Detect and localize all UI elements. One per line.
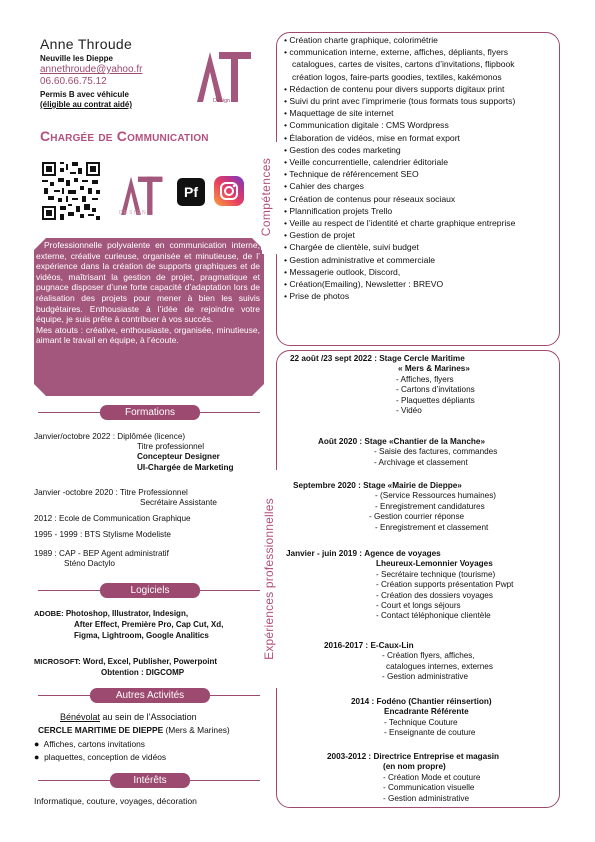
exp2-title: Stage «Chantier de la Manche»	[364, 437, 485, 446]
exp7-date: 2003-2012 :	[327, 752, 372, 761]
formation-1989-l2: Sténo Dactylo	[64, 559, 115, 569]
formation-2022-l1: Diplômée (licence)	[117, 432, 186, 441]
job-title: Chargée de Communication	[40, 128, 209, 144]
top-logo	[193, 46, 253, 112]
exp4-item: - Secrétaire technique (tourisme)	[376, 569, 496, 579]
microsoft-line-2: Obtention : DIGCOMP	[101, 668, 185, 677]
competence-item: • Maquettage de site internet	[284, 107, 558, 119]
experience-cercle-maritime	[290, 354, 475, 416]
competence-item: • Communication digitale : CMS Wordpress	[284, 119, 558, 131]
exp5-item: catalogues internes, externes	[386, 661, 493, 671]
adobe-line-2: After Effect, Première Pro, Cap Cut, Xd,	[74, 620, 224, 629]
section-logiciels: Logiciels	[100, 583, 200, 598]
competence-item: • Création charte graphique, colorimétrie	[284, 34, 558, 46]
competence-item: • Rédaction de contenu pour divers supports digitaux print	[284, 83, 558, 95]
experience-e-caux-lin	[324, 641, 493, 683]
competence-item: • Prise de photos	[284, 290, 558, 302]
exp6-date: 2014 :	[351, 697, 375, 706]
experience-agence-voyages	[286, 549, 513, 622]
competence-item: • Création de contenus pour réseaux sociaux	[284, 193, 558, 205]
association-rest: (Mers & Marines)	[165, 725, 230, 735]
formation-1989-date: 1989 :	[34, 549, 57, 558]
association-name: CERCLE MARITIME DE DIEPPE	[38, 725, 164, 735]
formation-2020-date: Janvier -octobre 2020 :	[34, 488, 118, 497]
exp3-item: - Enregistrement candidatures	[375, 501, 485, 511]
formation-2022-l2: Titre professionnel	[137, 442, 205, 452]
benevolat-item-2-text: plaquettes, conception de vidéos	[44, 752, 167, 762]
exp6-title: Fodéno (Chantier réinsertion)	[376, 697, 492, 706]
instagram-icon[interactable]	[214, 176, 244, 206]
portfolio-icon[interactable]	[177, 178, 205, 206]
qr-code[interactable]	[40, 160, 102, 222]
top-logo-sub: Design	[213, 98, 231, 104]
exp7-item: - Création Mode et couture	[383, 772, 481, 782]
adobe-line-1: Photoshop, Illustrator, Indesign,	[65, 609, 189, 618]
experience-chantier-manche	[318, 437, 497, 468]
exp1-title: Stage Cercle Maritime	[379, 354, 465, 363]
competence-item: catalogues, cartes de visites, cartons d’invitations, flipbook	[292, 59, 515, 70]
benevolat-word: Bénévolat	[60, 712, 101, 722]
section-interets: Intérêts	[110, 773, 190, 788]
competence-item: • Messagerie outlook, Discord,	[284, 266, 558, 278]
exp5-item: - Gestion administrative	[382, 672, 469, 682]
competence-item: • communication interne, externe, affiches, dépliants, flyers	[284, 46, 558, 58]
driving-permit: Permis B avec véhicule	[40, 90, 129, 99]
second-logo-sub: DESIGN	[119, 210, 148, 216]
competence-item: • Création(Emailing), Newsletter : BREVO	[284, 278, 558, 290]
profile-atouts: Mes atouts : créative, enthousiaste, organisée, minutieuse, aimant le travail en équipe, à l’écoute.	[36, 324, 260, 346]
exp4-item: - Contact téléphonique clientèle	[376, 611, 491, 621]
experience-directrice	[327, 752, 499, 804]
email-link[interactable]: annethroude@yahoo.fr	[40, 64, 143, 75]
phone: 06.60.66.75.12	[40, 76, 107, 87]
section-formations: Formations	[100, 405, 200, 420]
microsoft-line-1: Word, Excel, Publisher, Powerpoint	[82, 657, 218, 666]
formation-2020-l1: Titre Professionnel	[119, 488, 188, 497]
exp7-sub: (en nom propre)	[383, 762, 446, 772]
exp4-sub: Lheureux-Lemonnier Voyages	[376, 559, 493, 569]
exp7-item: - Gestion administrative	[383, 793, 470, 803]
adobe-label: ADOBE:	[34, 609, 64, 618]
formation-1989-l1: CAP - BEP Agent administratif	[59, 549, 169, 558]
contract-note: (éligible au contrat aidé)	[40, 100, 133, 109]
exp1-date: 22 août /23 sept 2022 :	[290, 354, 377, 363]
benevolat-rest: au sein de l’Association	[102, 712, 197, 722]
exp1-item: - Affiches, flyers	[396, 374, 454, 384]
exp5-item: - Création flyers, affiches,	[382, 651, 475, 661]
exp2-item: - Saisie des factures, commandes	[374, 447, 498, 457]
competence-item: • Gestion de projet	[284, 229, 558, 241]
adobe-line-3: Figma, Lightroom, Google Analitics	[74, 631, 209, 640]
adobe-block	[34, 608, 279, 641]
microsoft-label: MICROSOFT:	[34, 657, 81, 666]
exp6-item: - Technique Couture	[384, 717, 458, 727]
competence-item: • Plannification projets Trello	[284, 205, 558, 217]
interets-text: Informatique, couture, voyages, décoration	[34, 796, 197, 806]
profile-text	[36, 240, 260, 346]
competence-item: • Cahier des charges	[284, 180, 558, 192]
exp4-item: - Court et longs séjours	[376, 601, 461, 611]
exp3-item: - Enregistrement et classement	[375, 522, 489, 532]
exp6-item: - Enseignante de couture	[384, 728, 476, 738]
competence-item: • Veille concurrentielle, calendrier éditoriale	[284, 156, 558, 168]
competence-item: • Veille au respect de l’identité et charte graphique entreprise	[284, 217, 558, 229]
formation-2022-date: Janvier/octobre 2022 :	[34, 432, 116, 441]
exp5-date: 2016-2017 :	[324, 641, 369, 650]
competence-item: création logos, faire-parts goodies, textiles, kakémonos	[292, 71, 502, 82]
benevolat-item-1: ● Affiches, cartons invitations	[34, 739, 145, 749]
exp1-item: - Plaquettes dépliants	[396, 395, 475, 405]
formation-1989	[34, 549, 274, 569]
benevolat-item-1-text: Affiches, cartons invitations	[43, 739, 145, 749]
exp3-item: - Gestion courrier réponse	[369, 512, 465, 522]
association-line	[38, 725, 230, 735]
formation-2020-l2: Secrétaire Assistante	[140, 498, 217, 508]
exp3-date: Septembre 2020 :	[293, 481, 361, 490]
second-logo	[117, 172, 165, 220]
exp1-item: - Vidéo	[396, 406, 422, 416]
exp3-item: - (Service Ressources humaines)	[375, 491, 497, 501]
exp4-item: - Création supports présentation Pwpt	[376, 580, 514, 590]
experience-fodeno	[351, 697, 492, 739]
formation-2020	[34, 488, 274, 508]
exp6-sub: Encadrante Référente	[384, 707, 469, 717]
competence-item: • Gestion administrative et commerciale	[284, 254, 558, 266]
competence-item: • Suivi du print avec l’imprimerie (tous formats tous supports)	[284, 95, 558, 107]
city: Neuville les Dieppe	[40, 54, 113, 63]
candidate-name: Anne Throude	[40, 36, 133, 52]
exp4-item: - Création des dossiers voyages	[376, 590, 493, 600]
competences-list	[284, 34, 558, 302]
exp4-title: Agence de voyages	[364, 549, 441, 558]
competence-item: • Technique de référencement SEO	[284, 168, 558, 180]
formation-2012: 2012 : Ecole de Communication Graphique	[34, 514, 191, 523]
section-autres: Autres Activités	[90, 688, 210, 703]
formation-2022-l3: Concepteur Designer	[137, 452, 220, 462]
formation-2022-l4: UI-Chargée de Marketing	[137, 462, 234, 472]
benevolat-item-2: ● plaquettes, conception de vidéos	[34, 752, 167, 762]
competence-item: • Élaboration de vidéos, mise en format export	[284, 132, 558, 144]
experience-mairie-dieppe	[293, 481, 496, 533]
exp1-item: - Cartons d’invitations	[396, 385, 475, 395]
exp3-title: Stage «Mairie de Dieppe»	[363, 481, 462, 490]
exp2-item: - Archivage et classement	[374, 457, 468, 467]
formation-2022	[34, 432, 274, 473]
competence-item: • Chargée de clientèle, suivi budget	[284, 241, 558, 253]
profile-summary: Professionnelle polyvalente en communication interne, externe, créative curieuse, organisée et minutieuse, de l’ expérience dans la création de supports graphiques et de vidéos, maîtrisant la gestion de projet, pragmatique et pugnace disposer d’une forte capacité d’adaptation lors de réalisation des projets pour mener à bien les suivis budgétaires. Enthousiaste à l’idée de rejoindre votre équipe, je suis prête à contribuer à vos succès.	[36, 240, 260, 325]
experiences-label: Expériences professionnelles	[262, 498, 276, 660]
benevolat-line	[60, 712, 197, 722]
exp1-sub: « Mers & Marines»	[398, 364, 470, 374]
exp7-item: - Communication visuelle	[383, 783, 475, 793]
exp7-title: Directrice Entreprise et magasin	[373, 752, 500, 761]
formation-1995: 1995 - 1999 : BTS Stylisme Modeliste	[34, 530, 171, 539]
competences-label: Compétences	[259, 157, 273, 237]
exp2-date: Août 2020 :	[318, 437, 363, 446]
competence-item: • Gestion des codes marketing	[284, 144, 558, 156]
portfolio-icon-label: Pf	[184, 184, 198, 200]
microsoft-block	[34, 656, 279, 678]
exp4-date: Janvier - juin 2019 :	[286, 549, 362, 558]
exp5-title: E-Caux-Lin	[370, 641, 414, 650]
